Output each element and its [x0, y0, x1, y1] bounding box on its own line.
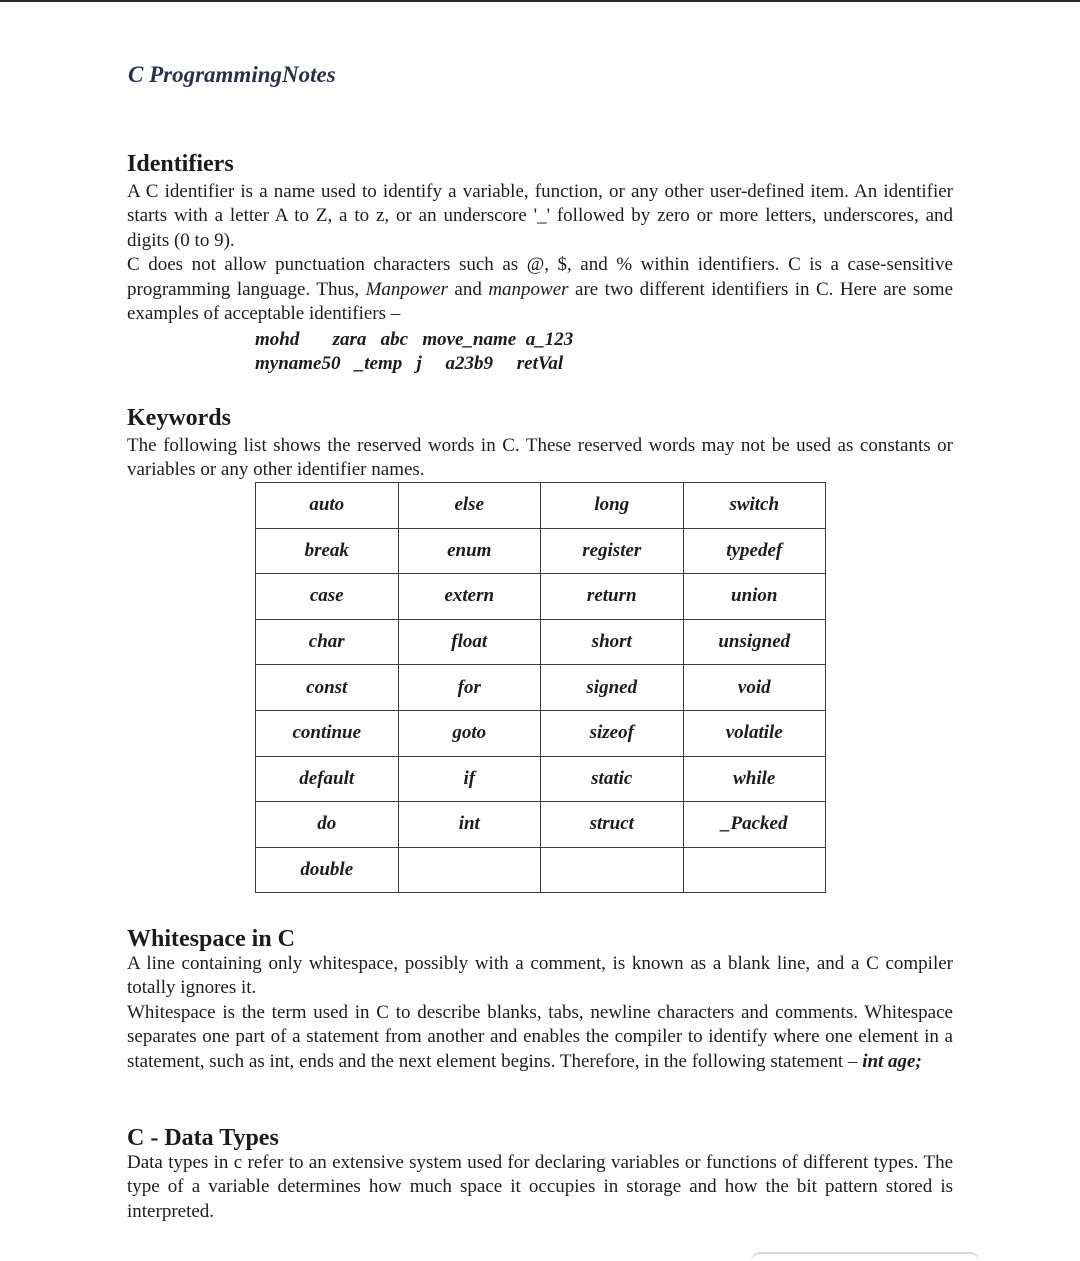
- keyword-cell: [541, 847, 684, 893]
- keyword-cell: volatile: [683, 710, 826, 756]
- keyword-cell: [683, 847, 826, 893]
- keyword-cell: enum: [398, 528, 541, 574]
- keyword-cell: short: [541, 619, 684, 665]
- keyword-cell: union: [683, 574, 826, 620]
- keyword-cell: double: [256, 847, 399, 893]
- identifiers-paragraph-2-text-a: C does not allow punctuation characters such as @, $, and % within identifiers. C is a case-sensitive programming language. Thus,: [127, 254, 953, 300]
- keyword-cell: return: [541, 574, 684, 620]
- keyword-cell: for: [398, 665, 541, 711]
- keywords-table-row: [256, 665, 826, 711]
- identifiers-section: [127, 150, 953, 326]
- whitespace-section: [127, 925, 953, 1074]
- keywords-section: [127, 404, 953, 483]
- keyword-cell: continue: [256, 710, 399, 756]
- keyword-cell: extern: [398, 574, 541, 620]
- keyword-cell: sizeof: [541, 710, 684, 756]
- keyword-cell: switch: [683, 483, 826, 529]
- page-header-title: C ProgrammingNotes: [128, 62, 336, 87]
- keyword-cell: do: [256, 802, 399, 848]
- keywords-table-row: [256, 802, 826, 848]
- identifiers-paragraph-2-text-c: are two different identifiers in C. Here are some examples of acceptable identifiers –: [127, 278, 954, 325]
- keyword-cell: struct: [541, 802, 684, 848]
- identifier-examples-line-1: mohd zara abc move_name a_123: [255, 329, 574, 350]
- keyword-cell: long: [541, 483, 684, 529]
- identifiers-paragraph-1: A C identifier is a name used to identify a variable, function, or any other user-defined item. An identifier starts with a letter A to Z, a to z, or an underscore '_' followed by zero or more letters, underscores, and digits (0 to 9).: [127, 181, 953, 251]
- whitespace-paragraph-1: A line containing only whitespace, possibly with a comment, is known as a blank line, and a C compiler totally ignores it.: [127, 953, 953, 999]
- page-bottom-fragment: [750, 1252, 980, 1261]
- keyword-cell: goto: [398, 710, 541, 756]
- keywords-table-row: [256, 756, 826, 802]
- keyword-cell: char: [256, 619, 399, 665]
- identifiers-example-word-1: Manpower: [365, 278, 448, 300]
- keywords-table: [255, 482, 826, 893]
- keyword-cell: signed: [541, 665, 684, 711]
- keywords-table-row: [256, 528, 826, 574]
- keyword-cell: default: [256, 756, 399, 802]
- keyword-cell: case: [256, 574, 399, 620]
- keyword-cell: else: [398, 483, 541, 529]
- keyword-cell: static: [541, 756, 684, 802]
- keywords-table-row: [256, 574, 826, 620]
- keywords-table-row: [256, 619, 826, 665]
- datatypes-section: [127, 1124, 953, 1224]
- identifiers-paragraph-2: [127, 253, 953, 326]
- keyword-cell: [398, 847, 541, 893]
- keyword-cell: float: [398, 619, 541, 665]
- keyword-cell: register: [541, 528, 684, 574]
- identifiers-heading: Identifiers: [127, 151, 234, 177]
- keywords-table-row: [256, 710, 826, 756]
- identifier-examples-line-2: myname50 _temp j a23b9 retVal: [255, 353, 564, 374]
- datatypes-paragraph: Data types in c refer to an extensive system used for declaring variables or functions of different types. The type of a variable determines how much space it occupies in storage and how the bit pattern stored is interpreted.: [127, 1152, 953, 1222]
- keyword-cell: void: [683, 665, 826, 711]
- datatypes-heading: C - Data Types: [127, 1125, 279, 1151]
- keyword-cell: _Packed: [683, 802, 826, 848]
- identifiers-paragraph-2-text-b: and: [447, 278, 489, 300]
- keyword-cell: const: [256, 665, 399, 711]
- keyword-cell: typedef: [683, 528, 826, 574]
- keywords-heading: Keywords: [127, 405, 231, 431]
- whitespace-paragraph-2-text: Whitespace is the term used in C to describe blanks, tabs, newline characters and comments. Whitespace separates one part of a statement from another and enables the compiler to identify where one element in a statement, such as int, ends and the next element begins. Therefore, in the following statement –: [127, 1001, 953, 1072]
- identifiers-example-word-2: manpower: [488, 278, 569, 300]
- keyword-cell: while: [683, 756, 826, 802]
- page-top-border: [0, 0, 1080, 2]
- keywords-table-row: [256, 483, 826, 529]
- whitespace-heading: Whitespace in C: [127, 926, 295, 952]
- keyword-cell: unsigned: [683, 619, 826, 665]
- whitespace-paragraph-2: [127, 1001, 953, 1074]
- keyword-cell: auto: [256, 483, 399, 529]
- keywords-table-row: [256, 847, 826, 893]
- keywords-paragraph: The following list shows the reserved words in C. These reserved words may not be used as constants or variables or any other identifier names.: [127, 435, 953, 481]
- keyword-cell: break: [256, 528, 399, 574]
- keyword-cell: if: [398, 756, 541, 802]
- whitespace-code-example: int age;: [862, 1050, 922, 1072]
- keyword-cell: int: [398, 802, 541, 848]
